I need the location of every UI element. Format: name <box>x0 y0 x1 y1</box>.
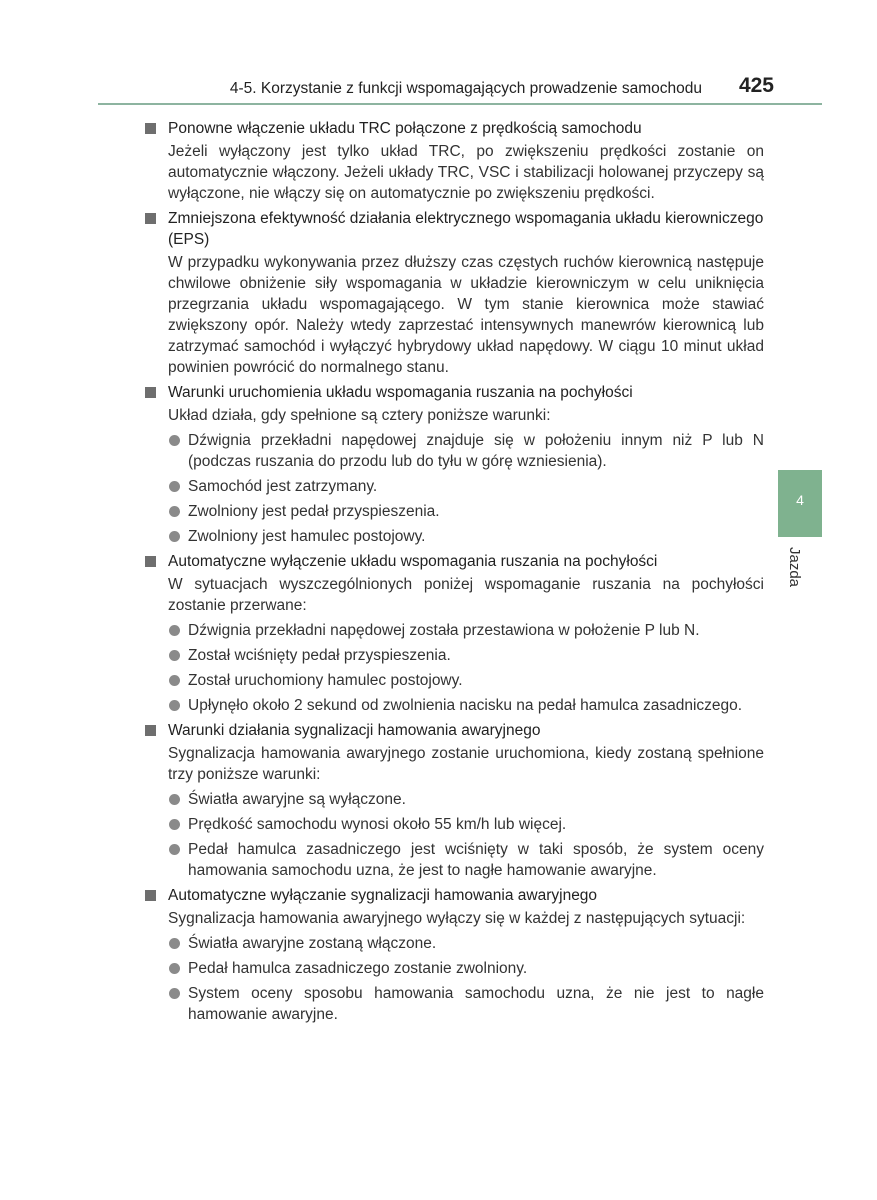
round-bullet-icon <box>169 675 180 686</box>
list-item-text: Prędkość samochodu wynosi około 55 km/h lub więcej. <box>188 816 567 833</box>
chapter-tab-number: 4 <box>796 492 804 508</box>
round-bullet-icon <box>169 988 180 999</box>
square-bullet-icon <box>145 123 156 134</box>
round-bullet-icon <box>169 844 180 855</box>
round-bullet-icon <box>169 794 180 805</box>
section-heading <box>144 208 764 250</box>
section-heading-text: Automatyczne wyłączenie układu wspomagania ruszania na pochyłości <box>168 553 658 570</box>
section-heading-text: Ponowne włączenie układu TRC połączone z prędkością samochodu <box>168 120 642 137</box>
list-item-text: Dźwignia przekładni napędowej została przestawiona w położenie P lub N. <box>188 622 700 639</box>
list-item <box>168 958 764 979</box>
section <box>144 118 764 204</box>
list-item <box>168 476 764 497</box>
section-heading <box>144 551 764 572</box>
list-item-text: Upłynęło około 2 sekund od zwolnienia nacisku na pedał hamulca zasadniczego. <box>188 697 743 714</box>
chapter-title: 4-5. Korzystanie z funkcji wspomagających prowadzenie samochodu <box>229 80 702 97</box>
round-bullet-icon <box>169 938 180 949</box>
chapter-tab-label: Jazda <box>786 547 803 588</box>
round-bullet-icon <box>169 650 180 661</box>
list-item <box>168 933 764 954</box>
chapter-tab <box>778 470 822 537</box>
section-paragraph: Jeżeli wyłączony jest tylko układ TRC, po zwiększeniu prędkości zostanie on automatycznie włączony. Jeżeli układy TRC, VSC i stabilizacji holowanej przyczepy są wyłączone, nie włączy się on automatycznie po zwiększeniu prędkości. <box>168 143 764 202</box>
section-paragraph: Sygnalizacja hamowania awaryjnego zostanie uruchomiona, kiedy zostaną spełnione trzy poniższe warunki: <box>168 745 764 783</box>
section <box>144 208 764 378</box>
section-heading-text: Zmniejszona efektywność działania elektrycznego wspomagania układu kierowniczego (EPS) <box>168 210 764 248</box>
section-heading-text: Warunki działania sygnalizacji hamowania awaryjnego <box>168 722 541 739</box>
section-paragraph: W sytuacjach wyszczególnionych poniżej wspomaganie ruszania na pochyłości zostanie przerwane: <box>168 576 764 614</box>
page-header <box>178 74 778 104</box>
section-paragraph: Układ działa, gdy spełnione są cztery poniższe warunki: <box>168 407 551 424</box>
list-item-text: Samochód jest zatrzymany. <box>188 478 378 495</box>
section-heading <box>144 885 764 906</box>
list-item <box>168 430 764 472</box>
list-item <box>168 620 764 641</box>
round-bullet-icon <box>169 625 180 636</box>
list-item-text: Został wciśnięty pedał przyspieszenia. <box>188 647 451 664</box>
list-item <box>168 789 764 810</box>
section-heading <box>144 720 764 741</box>
square-bullet-icon <box>145 890 156 901</box>
page-content <box>144 114 764 1025</box>
list-item <box>168 839 764 881</box>
list-item-text: Światła awaryjne są wyłączone. <box>188 791 406 808</box>
round-bullet-icon <box>169 531 180 542</box>
list-item <box>168 670 764 691</box>
section-heading-text: Warunki uruchomienia układu wspomagania ruszania na pochyłości <box>168 384 633 401</box>
round-bullet-icon <box>169 481 180 492</box>
list-item-text: Zwolniony jest pedał przyspieszenia. <box>188 503 440 520</box>
section-paragraph: W przypadku wykonywania przez dłuższy czas częstych ruchów kierownicą następuje chwilowe obniżenie siły wspomagania w układzie kierowniczym w celu uniknięcia przegrzania układu wspomagającego. W tym stanie kierownica może stawiać zwiększony opór. Należy wtedy zaprzestać intensywnych manewrów kierownicą lub zatrzymać samochód i wyłączyć hybrydowy układ napędowy. W ciągu 10 minut układ powinien powrócić do normalnego stanu. <box>168 254 764 376</box>
section-heading <box>144 382 764 403</box>
list-item <box>168 814 764 835</box>
section <box>144 720 764 881</box>
square-bullet-icon <box>145 556 156 567</box>
section <box>144 551 764 716</box>
section <box>144 382 764 547</box>
list-item-text: Dźwignia przekładni napędowej znajduje się w położeniu innym niż P lub N (podczas ruszania do przodu lub do tyłu w górę wzniesienia). <box>188 432 764 470</box>
square-bullet-icon <box>145 213 156 224</box>
list-item <box>168 695 764 716</box>
list-item <box>168 645 764 666</box>
list-item <box>168 501 764 522</box>
round-bullet-icon <box>169 963 180 974</box>
list-item-text: Pedał hamulca zasadniczego jest wciśnięty w taki sposób, że system oceny hamowania samochodu uzna, że jest to nagłe hamowanie awaryjne. <box>188 841 764 879</box>
round-bullet-icon <box>169 819 180 830</box>
round-bullet-icon <box>169 700 180 711</box>
square-bullet-icon <box>145 387 156 398</box>
round-bullet-icon <box>169 435 180 446</box>
section-heading-text: Automatyczne wyłączanie sygnalizacji hamowania awaryjnego <box>168 887 598 904</box>
list-item <box>168 983 764 1025</box>
list-item-text: Pedał hamulca zasadniczego zostanie zwolniony. <box>188 960 528 977</box>
list-item-text: Zwolniony jest hamulec postojowy. <box>188 528 426 545</box>
square-bullet-icon <box>145 725 156 736</box>
round-bullet-icon <box>169 506 180 517</box>
list-item-text: Światła awaryjne zostaną włączone. <box>188 935 437 952</box>
header-rule <box>98 103 822 105</box>
section-paragraph: Sygnalizacja hamowania awaryjnego wyłączy się w każdej z następujących sytuacji: <box>168 910 746 927</box>
list-item-text: Został uruchomiony hamulec postojowy. <box>188 672 463 689</box>
list-item-text: System oceny sposobu hamowania samochodu uzna, że nie jest to nagłe hamowanie awaryjne. <box>188 985 764 1023</box>
section-heading <box>144 118 764 139</box>
list-item <box>168 526 764 547</box>
page-number: 425 <box>738 74 774 97</box>
section <box>144 885 764 1025</box>
